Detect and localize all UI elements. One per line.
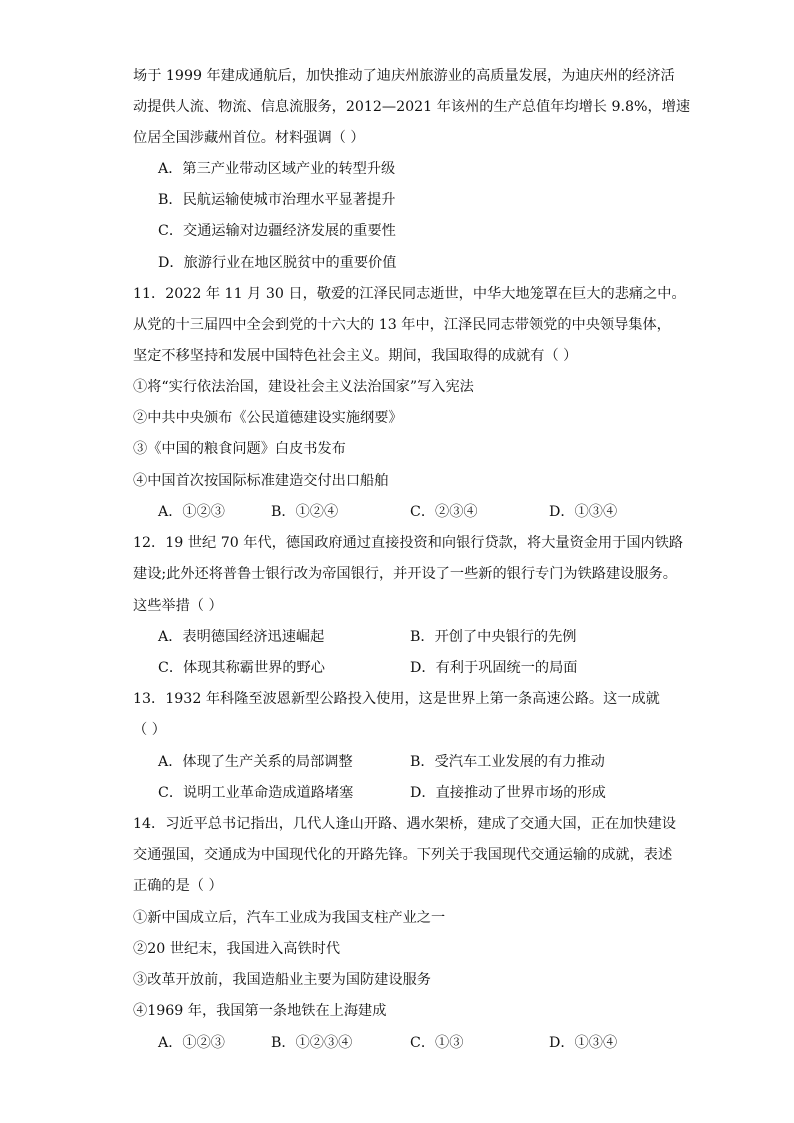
question-11-text: 11．2022 年 11 月 30 日，敬爱的江泽民同志逝世，中华大地笼罩在巨大的悲痛之中。 — [133, 286, 686, 302]
question-14-text: 14．习近平总书记指出，几代人逢山开路、遇水架桥，建成了交通大国，正在加快建设 — [133, 816, 676, 832]
answer-option-b[interactable]: B．开创了中央银行的先例 — [410, 629, 577, 645]
statement-item: ④1969 年，我国第一条地铁在上海建成 — [133, 1003, 387, 1019]
answer-option-a[interactable]: A．表明德国经济迅速崛起 — [158, 629, 325, 645]
answer-option-c[interactable]: C．交通运输对边疆经济发展的重要性 — [158, 223, 396, 239]
statement-item: ③改革开放前，我国造船业主要为国防建设服务 — [133, 972, 431, 988]
statement-item: ①将“实行依法治国，建设社会主义法治国家”写入宪法 — [133, 379, 474, 395]
answer-option-d[interactable]: D．旅游行业在地区脱贫中的重要价值 — [158, 255, 397, 271]
statement-item: ③《中国的粮食问题》白皮书发布 — [133, 441, 346, 457]
answer-option-a[interactable]: A．①②③ — [158, 504, 225, 520]
question-12-text: 12．19 世纪 70 年代，德国政府通过直接投资和向银行贷款，将大量资金用于国内铁路 — [133, 535, 684, 551]
statement-item: ②20 世纪末，我国进入高铁时代 — [133, 941, 341, 957]
answer-option-b[interactable]: B．①②④ — [271, 504, 339, 520]
answer-option-b[interactable]: B．民航运输使城市治理水平显著提升 — [158, 192, 396, 208]
question-14-text: 交通强国，交通成为中国现代化的开路先锋。下列关于我国现代交通运输的成就，表述 — [133, 847, 673, 863]
answer-option-c[interactable]: C．体现其称霸世界的野心 — [158, 660, 325, 676]
question-text-line: 动提供人流、物流、信息流服务，2012—2021 年该州的生产总值年均增长 9.8%，增速 — [133, 99, 691, 115]
answer-option-d[interactable]: D．①③④ — [549, 1035, 618, 1051]
question-13-text: （ ） — [133, 722, 166, 738]
question-13-text: 13．1932 年科隆至波恩新型公路投入使用，这是世界上第一条高速公路。这一成就 — [133, 691, 660, 707]
question-12-text: 这些举措（ ） — [133, 598, 223, 614]
answer-option-a[interactable]: A．①②③ — [158, 1035, 225, 1051]
answer-option-c[interactable]: C．说明工业革命造成道路堵塞 — [158, 785, 354, 801]
answer-option-b[interactable]: B．①②③④ — [271, 1035, 353, 1051]
statement-item: ①新中国成立后，汽车工业成为我国支柱产业之一 — [133, 910, 446, 926]
answer-option-c[interactable]: C．①③ — [410, 1035, 464, 1051]
statement-item: ②中共中央颁布《公民道德建设实施纲要》 — [133, 410, 403, 426]
question-11-text: 坚定不移坚持和发展中国特色社会主义。期间，我国取得的成就有（ ） — [133, 348, 578, 364]
answer-option-a[interactable]: A．体现了生产关系的局部调整 — [158, 754, 353, 770]
statement-item: ④中国首次按国际标准建造交付出口船舶 — [133, 473, 389, 489]
question-text-line: 位居全国涉藏州首位。材料强调（ ） — [133, 130, 365, 146]
answer-option-a[interactable]: A．第三产业带动区域产业的转型升级 — [158, 161, 396, 177]
question-12-text: 建设;此外还将普鲁士银行改为帝国银行，并开设了一些新的银行专门为铁路建设服务。 — [133, 566, 677, 582]
answer-option-b[interactable]: B．受汽车工业发展的有力推动 — [410, 754, 605, 770]
question-14-text: 正确的是（ ） — [133, 878, 223, 894]
question-text-line: 场于 1999 年建成通航后，加快推动了迪庆州旅游业的高质量发展，为迪庆州的经济活 — [133, 68, 675, 84]
answer-option-d[interactable]: D．直接推动了世界市场的形成 — [410, 785, 606, 801]
answer-option-d[interactable]: D．有利于巩固统一的局面 — [410, 660, 578, 676]
question-11-text: 从党的十三届四中全会到党的十六大的 13 年中，江泽民同志带领党的中央领导集体， — [133, 317, 671, 333]
answer-option-d[interactable]: D．①③④ — [549, 504, 618, 520]
answer-option-c[interactable]: C．②③④ — [410, 504, 478, 520]
